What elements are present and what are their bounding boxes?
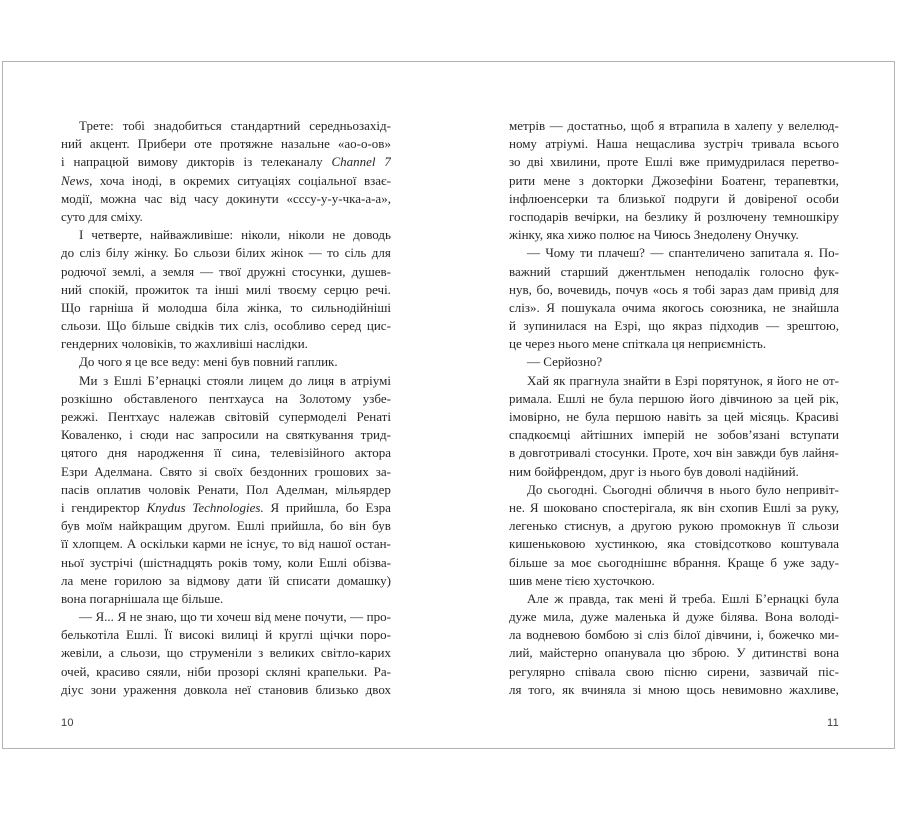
text-line: ний спокій, прожиток та інші милі твоєму серцю речі. <box>61 281 391 297</box>
left-page <box>61 117 391 732</box>
text-line: регулярно співала свою пісню сирени, зазвичай піс- <box>509 663 839 679</box>
text-line: шив мене тією хусточкою. <box>509 572 655 588</box>
text-line: жінку, яка хижо полює на Чиюсь Знедолену Онучку. <box>509 227 799 243</box>
book-spread <box>2 61 895 749</box>
text-line: не. Я шоковано спостерігала, як він схопив Ешлі за руку, <box>509 499 839 515</box>
page-columns <box>3 62 894 732</box>
text-line: Що гарніша й молодша біла жінка, то сильнодійніші <box>61 299 391 315</box>
text-line: рити мене з докторки Джозефіни Боатенг, терапевтки, <box>509 172 839 188</box>
text-line: легенько стиснув, а другою рукою промокнув її сльози <box>509 518 839 534</box>
text-line: метрів — достатньо, щоб я втрапила в халепу у велелюд- <box>509 118 839 133</box>
text-line: ньої зустрічі (шістнадцять років тому, коли Ешлі обізва- <box>61 554 391 570</box>
text-line: і гендиректор Knydus Technologies. Я прийшла, бо Езра <box>61 499 391 515</box>
text-line: До сьогодні. Сьогодні обличчя в нього було непривіт- <box>527 481 839 497</box>
text-line: режжі. Пентхаус належав світовій супермоделі Ренаті <box>61 409 391 424</box>
text-line: римала. Ешлі не була першою його дівчиною за цей рік, <box>509 390 839 406</box>
text-line: ля того, як вчиняла зі мною щось невимовно жахливе, <box>509 681 839 697</box>
text-line: зо дві хвилини, проте Ешлі вже примудрилася перетво- <box>509 154 839 170</box>
text-line: модії, можна час від часу докинути «сссу-у-у-чка-а-а», <box>61 190 391 206</box>
text-line: цятого дня народження її сина, телевізійного актора <box>61 445 391 461</box>
text-line: лий, майстерно опанувала цю зброю. У дитинстві вона <box>509 645 839 661</box>
text-line: і напрацюй вимову дикторів із телеканалу Channel 7 <box>61 154 391 170</box>
text-line: більше за моє сьогоднішнє вбрання. Краще б уже заду- <box>509 554 839 570</box>
text-line: белькотіла Ешлі. Її високі вилиці й круглі щічки поро- <box>61 627 391 643</box>
text-line: суто для сміху. <box>61 208 143 224</box>
text-line: Хай як прагнула знайти в Езрі порятунок, я його не от- <box>527 372 839 388</box>
text-line: Але ж правда, так мені й треба. Ешлі Б’ернацкі була <box>527 590 839 606</box>
text-line: ним бойфрендом, друг із нього був доволі надійний. <box>509 463 799 479</box>
text-line: гендерних чоловіків, то жахливіші наслідки. <box>61 336 308 352</box>
text-line: сльози. Що більше свідків тих сліз, особливо серед цис- <box>61 318 391 334</box>
text-line: діус зони ураження довкола неї становив близько двох <box>61 681 391 697</box>
text-line: — Чому ти плачеш? — спантеличено запитала я. По- <box>527 245 839 261</box>
text-line: — Серйозно? <box>527 354 603 370</box>
text-line: це через нього мене спіткала ця неприємність. <box>509 336 767 352</box>
right-page-text <box>509 117 839 699</box>
text-line: вона погарнішала ще більше. <box>61 590 224 606</box>
text-line: спадкоємці айтішних імперій не зобов’язані вступати <box>509 427 839 443</box>
text-line: сліз». Я пошукала очима якогось союзника, не знайшла <box>509 299 839 315</box>
text-line: очей, красиво сяяли, ніби прозорі скляні крапельки. Ра- <box>61 663 391 679</box>
text-line: родючої землі, а земля — твої дружні стосунки, душев- <box>61 263 391 279</box>
text-line: й зупинилася на Езрі, що якраз підходив — зрештою, <box>509 318 839 334</box>
text-line: жевіли, а сльози, що струменіли з великих світло-карих <box>61 645 391 661</box>
left-page-number: 10 <box>61 717 74 729</box>
text-line: господарів вечірки, на безлику й розлючену темношкіру <box>509 208 839 224</box>
text-line: Коваленко, і сюди нас запросили на святкування трид- <box>61 427 391 443</box>
text-line: імовірно, не була першою навіть за цей місяць. Красиві <box>509 409 839 424</box>
text-line: ла мене горилою за відмову дати їй списати домашку) <box>61 572 391 588</box>
text-line: інфлюенсерки та близької подруги й довіреної особи <box>509 190 839 206</box>
text-line: кишеньковою хустинкою, яка стовідсотково коштувала <box>509 536 839 552</box>
text-line: ному атріумі. Наша нещаслива зустріч тривала всього <box>509 136 839 152</box>
text-line: її хлопцем. А оскільки карми не існує, то від нашої остан- <box>61 536 391 552</box>
left-page-text <box>61 117 391 699</box>
text-line: І четверте, найважливіше: ніколи, ніколи не доводь <box>79 227 391 243</box>
text-line: До чого я це все веду: мені був повний гаплик. <box>79 354 338 370</box>
text-line: до сліз білу жінку. Бо сльози білих жінок — то сіль для <box>61 245 391 261</box>
text-line: розкішно обставленого пентхауса на Золотому узбе- <box>61 390 391 406</box>
text-line: пасів оплатив чоловік Ренати, Пол Аделман, мільярдер <box>61 481 391 497</box>
text-line: ний акцент. Прибери оте протяжне назальне «ао-о-ов» <box>61 136 391 152</box>
text-line: — Я... Я не знаю, що ти хочеш від мене почути, — про- <box>79 609 391 625</box>
text-line: дуже мила, дуже маленька й дуже білява. Вона володі- <box>509 609 839 625</box>
text-line: важний старший джентльмен неподалік голосно фук- <box>509 263 839 279</box>
text-line: News, хоча іноді, в окремих ситуаціях соціальної взає- <box>61 172 391 188</box>
text-line: був моїм найкращим другом. Ешлі прийшла, бо він був <box>61 518 391 534</box>
text-line: в довготривалі стосунки. Проте, хоч він завжди був лайня- <box>509 445 839 461</box>
text-line: Трете: тобі знадобиться стандартний середньозахід- <box>79 118 391 133</box>
right-page-number: 11 <box>826 717 839 729</box>
text-line: Езри Аделмана. Свято зі своїх бездонних грошових за- <box>61 463 391 479</box>
right-page <box>509 117 839 732</box>
text-line: нув, бо, вочевидь, почув «ось я тобі зараз дам привід для <box>509 281 839 297</box>
text-line: ла водневою бомбою зі сліз білої дівчини, і, божечко ми- <box>509 627 839 643</box>
text-line: Ми з Ешлі Б’ернацкі стояли лицем до лиця в атріумі <box>79 372 391 388</box>
